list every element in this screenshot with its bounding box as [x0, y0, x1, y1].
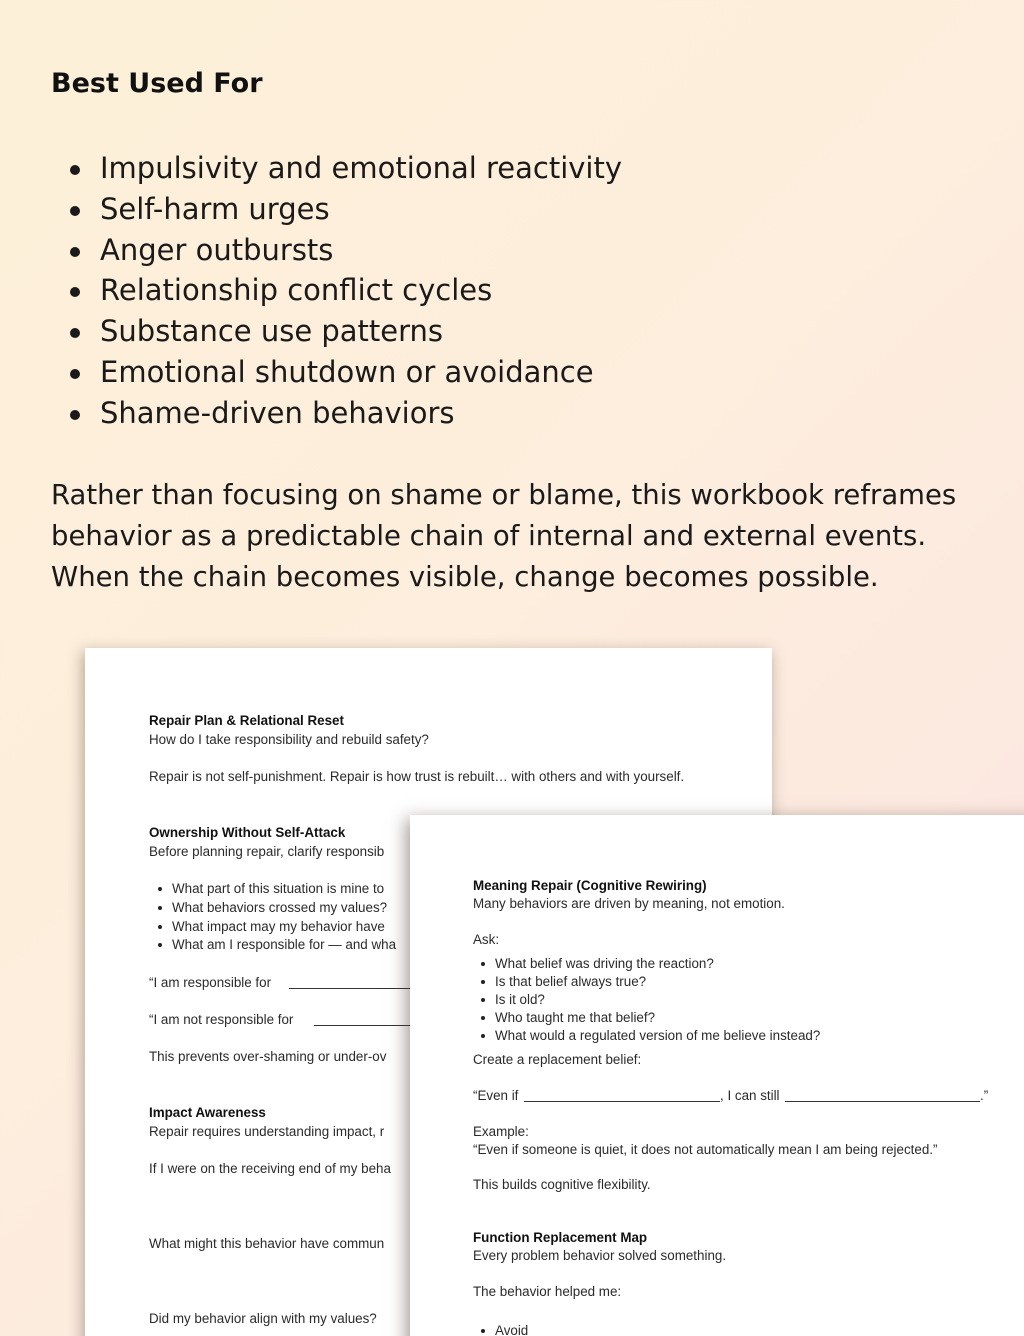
- even-if-prompt: “Even if: [473, 1088, 519, 1103]
- function-replacement-description: Every problem behavior solved something.: [473, 1248, 727, 1263]
- function-replacement-title: Function Replacement Map: [473, 1230, 648, 1245]
- answer-line[interactable]: [289, 988, 419, 989]
- impact-title: Impact Awareness: [149, 1105, 266, 1120]
- bullet-dot: [158, 943, 162, 947]
- uses-list: [70, 148, 622, 434]
- ownership-title: Ownership Without Self-Attack: [149, 825, 346, 840]
- prevents-text: This prevents over-shaming or under-ov: [149, 1049, 387, 1064]
- list-item: Avoid: [495, 1323, 529, 1336]
- responsible-prompt: “I am responsible for: [149, 975, 272, 990]
- list-item: What impact may my behavior have: [172, 919, 385, 934]
- list-item: Is it old?: [495, 992, 545, 1007]
- list-item: Anger outbursts: [70, 230, 622, 271]
- repair-plan-title: Repair Plan & Relational Reset: [149, 713, 344, 728]
- list-item: Self-harm urges: [70, 189, 622, 230]
- ownership-description: Before planning repair, clarify responsib: [149, 844, 385, 859]
- list-item: Relationship conflict cycles: [70, 270, 622, 311]
- list-item: What would a regulated version of me believe instead?: [495, 1028, 821, 1043]
- bullet-dot: [481, 1016, 485, 1020]
- repair-plan-subtitle: How do I take responsibility and rebuild safety?: [149, 732, 429, 747]
- values-prompt: Did my behavior align with my values?: [149, 1311, 377, 1326]
- builds-flexibility-text: This builds cognitive flexibility.: [473, 1177, 651, 1192]
- repair-intro: Repair is not self-punishment. Repair is how trust is rebuilt… with others and with yourself.: [149, 769, 685, 784]
- bullet-dot: [158, 906, 162, 910]
- worksheet-page-meaning-repair: [410, 815, 1024, 1336]
- helped-me-label: The behavior helped me:: [473, 1284, 622, 1299]
- list-item: Is that belief always true?: [495, 974, 647, 989]
- bullet-dot: [481, 1034, 485, 1038]
- description-paragraph: Rather than focusing on shame or blame, this workbook reframes behavior as a predictable chain of internal and external events. When the chain becomes visible, change becomes possible.: [51, 479, 957, 593]
- meaning-repair-subtitle: Many behaviors are driven by meaning, not emotion.: [473, 896, 785, 911]
- closing-quote: .”: [980, 1088, 989, 1103]
- bullet-dot: [158, 887, 162, 891]
- list-item: What part of this situation is mine to: [172, 881, 385, 896]
- communicate-prompt: What might this behavior have commun: [149, 1236, 385, 1251]
- list-item: Who taught me that belief?: [495, 1010, 656, 1025]
- answer-line[interactable]: [314, 1025, 419, 1026]
- bullet-dot: [481, 980, 485, 984]
- list-item: Emotional shutdown or avoidance: [70, 352, 622, 393]
- list-item: Substance use patterns: [70, 311, 622, 352]
- bullet-dot: [481, 962, 485, 966]
- example-label: Example:: [473, 1124, 529, 1139]
- replacement-belief-label: Create a replacement belief:: [473, 1052, 642, 1067]
- answer-line[interactable]: [524, 1101, 720, 1102]
- best-used-for-heading: Best Used For: [51, 68, 263, 99]
- impact-description: Repair requires understanding impact, r: [149, 1124, 385, 1139]
- list-item: What belief was driving the reaction?: [495, 956, 714, 971]
- meaning-repair-title: Meaning Repair (Cognitive Rewiring): [473, 878, 707, 893]
- answer-line[interactable]: [785, 1101, 980, 1102]
- list-item: What behaviors crossed my values?: [172, 900, 388, 915]
- i-can-still-prompt: , I can still: [720, 1088, 780, 1103]
- bullet-dot: [158, 925, 162, 929]
- list-item: Shame-driven behaviors: [70, 393, 622, 434]
- example-text: “Even if someone is quiet, it does not automatically mean I am being rejected.”: [473, 1142, 938, 1157]
- bullet-dot: [481, 998, 485, 1002]
- bullet-dot: [481, 1329, 485, 1333]
- not-responsible-prompt: “I am not responsible for: [149, 1012, 294, 1027]
- ask-label: Ask:: [473, 932, 500, 947]
- receiving-end-prompt: If I were on the receiving end of my beha: [149, 1161, 391, 1176]
- list-item: What am I responsible for — and wha: [172, 937, 397, 952]
- list-item: Impulsivity and emotional reactivity: [70, 148, 622, 189]
